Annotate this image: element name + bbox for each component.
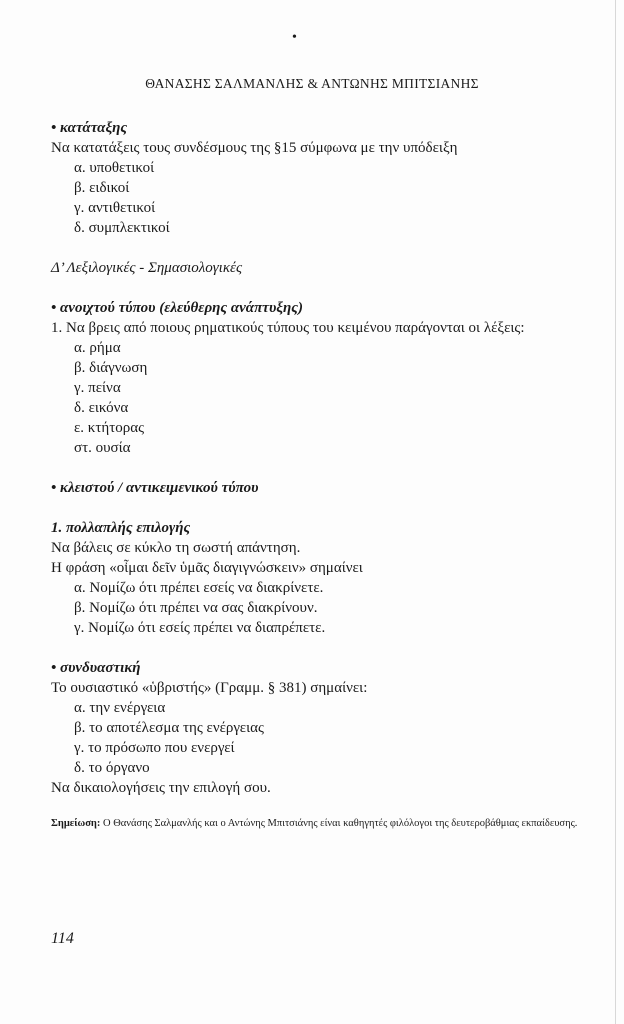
footnote-label: Σημείωση: [51,818,101,829]
instruction: Να κατατάξεις τους συνδέσμους της §15 σύμφωνα με την υπόδειξη [51,140,458,156]
section-heading-matching: • συνδυαστική [51,660,141,676]
list-item: α. την ενέργεια [74,700,166,716]
section-heading-closed-type: • κλειστού / αντικειμενικού τύπου [51,480,259,496]
page-number: 114 [51,930,74,947]
instruction: Να δικαιολογήσεις την επιλογή σου. [51,780,271,796]
list-item: β. διάγνωση [74,360,148,376]
list-item: α. υποθετικοί [74,160,155,176]
footnote-text: Ο Θανάσης Σαλμανλής και ο Αντώνης Μπιτσιάνης είναι καθηγητές φιλόλογοι της δευτεροβάθμιας εκπαίδευσης. [100,818,578,829]
section-heading-classification: • κατάταξης [51,120,128,136]
list-item: α. ρήμα [74,340,121,356]
list-item: β. Νομίζω ότι πρέπει να σας διακρίνουν. [74,600,318,616]
list-item: δ. το όργανο [74,760,150,776]
list-item: γ. Νομίζω ότι εσείς πρέπει να διαπρέπετε. [74,620,326,636]
list-item: στ. ουσία [74,440,131,456]
list-item: β. το αποτέλεσμα της ενέργειας [74,720,264,736]
instruction: Η φράση «οἶμαι δεῖν ὑμᾶς διαγιγνώσκειν» σημαίνει [51,560,363,576]
instruction: Να βάλεις σε κύκλο τη σωστή απάντηση. [51,540,301,556]
page-edge [615,0,616,1024]
running-header: ΘΑΝΑΣΗΣ ΣΑΛΜΑΝΛΗΣ & ΑΝΤΩΝΗΣ ΜΠΙΤΣΙΑΝΗΣ [145,76,479,91]
page-content [51,118,591,834]
instruction: Το ουσιαστικό «ὑβριστής» (Γραμμ. § 381) σημαίνει: [51,680,368,696]
top-mark: • [292,30,297,45]
section-heading-open-type: • ανοιχτού τύπου (ελεύθερης ανάπτυξης) [51,300,303,316]
section-heading-multiple-choice: 1. πολλαπλής επιλογής [51,520,191,536]
list-item: γ. πείνα [74,380,121,396]
list-item: γ. αντιθετικοί [74,200,156,216]
list-item: δ. συμπλεκτικοί [74,220,170,236]
list-item: ε. κτήτορας [74,420,145,436]
list-item: β. ειδικοί [74,180,130,196]
footnote [51,814,581,834]
list-item: γ. το πρόσωπο που ενεργεί [74,740,235,756]
section-heading-lexical: Δ’ Λεξιλογικές - Σημασιολογικές [51,260,243,276]
instruction: 1. Να βρεις από ποιους ρηματικούς τύπους του κειμένου παράγονται οι λέξεις: [51,320,525,336]
list-item: δ. εικόνα [74,400,129,416]
list-item: α. Νομίζω ότι πρέπει εσείς να διακρίνετε. [74,580,324,596]
